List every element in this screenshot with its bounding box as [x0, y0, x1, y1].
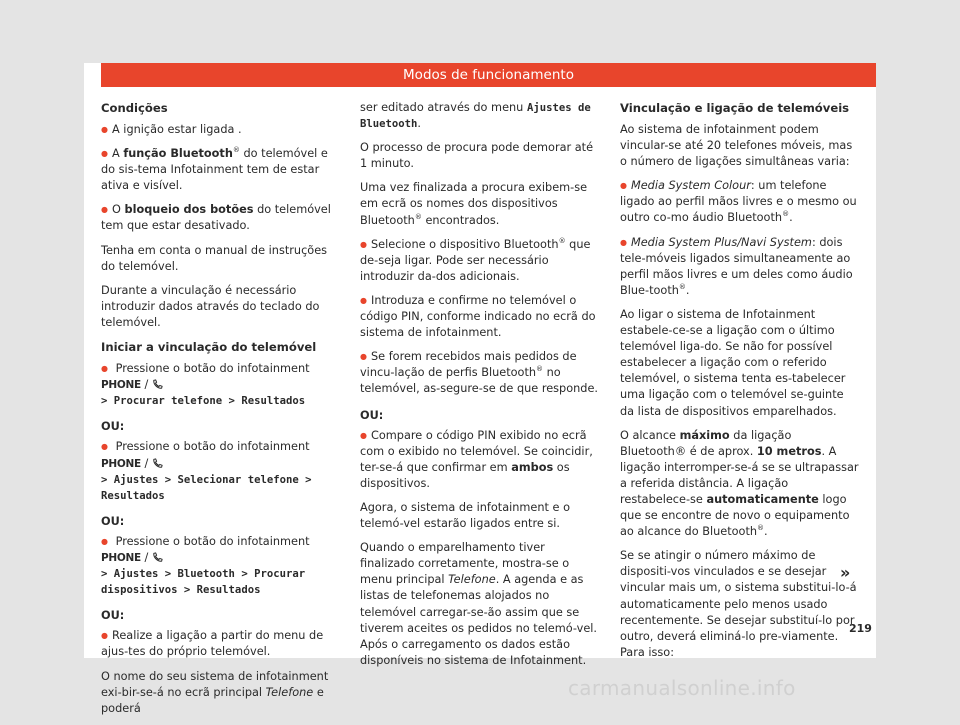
- bullet-compare-pin: ● Compare o código PIN exibido no ecrã com o exibido no telemóvel. Se coincidir, ter-se-á que confirmar em ambos os dispositivos.: [360, 428, 600, 492]
- or-label-3: OU:: [101, 609, 125, 623]
- section-title: Modos de funcionamento: [403, 67, 574, 83]
- menu-path-select: > Ajustes > Selecionar telefone > Resultados: [101, 473, 312, 502]
- paragraph-connected: Agora, o sistema de infotainment e o telemó-vel estarão ligados entre si.: [360, 500, 571, 531]
- paragraph-max-phones: Ao sistema de infotainment podem vincular-se até 20 telefones móveis, mas o número de ligações simultâneas varia:: [620, 123, 853, 169]
- column-right: [620, 100, 860, 669]
- or-label-4: OU:: [360, 408, 384, 422]
- paragraph-system-name: O nome do seu sistema de infotainment exi-bir-se-á no ecrã principal Telefone e poderá: [101, 669, 329, 715]
- heading-pairing-connection: Vinculação e ligação de telemóveis: [620, 101, 850, 115]
- phone-button-label: PHONE: [101, 379, 141, 392]
- continue-arrow-icon: »: [840, 563, 851, 582]
- column-left: [101, 100, 337, 725]
- section-header: [101, 63, 876, 87]
- paragraph-manual: Tenha em conta o manual de instruções do telemóvel.: [101, 243, 328, 273]
- phone-handset-icon: [152, 379, 163, 390]
- bullet-profile-requests: ● Se forem recebidos mais pedidos de vincu-lação de perfis Bluetooth® no telemóvel, as-segure-se de que responde.: [360, 349, 600, 397]
- heading-conditions: Condições: [101, 101, 168, 115]
- bullet-phone-menu: ● Realize a ligação a partir do menu de ajus-tes do próprio telemóvel.: [101, 628, 337, 660]
- paragraph-search-time: O processo de procura pode demorar até 1 minuto.: [360, 141, 594, 171]
- paragraph-pairing-finished: Quando o emparelhamento tiver finalizado corretamente, mostra-se o menu principal Telefone. A agenda e as listas de telefonemas alojados no telemóvel carregar-se-ão assim que se tiverem aceites os pedidos no telemó-vel. Após o carregamento os dados estão disponíveis no sistema de Infotainment.: [360, 541, 597, 667]
- or-label-2: OU:: [101, 514, 125, 528]
- bullet-bluetooth-function: ● A função Bluetooth® do telemóvel e do sis-tema Infotainment tem de estar ativa e visível.: [101, 146, 337, 194]
- bullet-pin-code: ● Introduza e confirme no telemóvel o código PIN, conforme indicado no ecrã do sistema de infotainment.: [360, 293, 600, 341]
- paragraph-edit-name: ser editado através do menu Ajustes de Bluetooth.: [360, 101, 591, 131]
- or-label-1: OU:: [101, 420, 125, 434]
- bullet-ignition: ● A ignição estar ligada .: [101, 122, 337, 138]
- menu-path-search: > Procurar telefone > Resultados: [101, 395, 306, 408]
- phone-button-label: PHONE: [101, 457, 141, 470]
- phone-handset-icon: [152, 552, 163, 563]
- paragraph-keyboard: Durante a vinculação é necessário introduzir dados através do teclado do telemóvel.: [101, 283, 320, 329]
- paragraph-max-devices: Se se atingir o número máximo de dispositi-vos vinculados e se desejar vincular mais um, o sistema substitui-lo-á automaticamente pelo menos usado recentemente. Se desejar substituí-lo por outro, deverá eliminá-lo pre-viamente. Para isso:: [620, 549, 857, 659]
- column-middle: [360, 100, 600, 677]
- phone-button-label: PHONE: [101, 551, 141, 564]
- step-search-phone: ● Pressione o botão do infotainment PHONE / > Procurar telefone > Resultados: [101, 361, 337, 409]
- phone-handset-icon: [152, 458, 163, 469]
- watermark: carmanualsonline.info: [568, 676, 796, 700]
- paragraph-last-phone: Ao ligar o sistema de Infotainment estabele-ce-se a ligação com o último telemóvel liga-do. Se não for possível estabelecer a ligação com o referido telemóvel, o sistema tenta es-tabelecer uma ligação com o telemóvel se-guinte da lista de dispositivos emparelhados.: [620, 307, 846, 418]
- step-search-devices: ● Pressione o botão do infotainment PHONE / > Ajustes > Bluetooth > Procurar dispositivos > Resultados: [101, 534, 337, 598]
- bullet-key-lock: ● O bloqueio dos botões do telemóvel tem que estar desativado.: [101, 202, 337, 234]
- bullet-media-system-colour: ● Media System Colour: um telefone ligado ao perfil mãos livres e o mesmo ou outro co-mo áudio Bluetooth®.: [620, 178, 860, 226]
- bullet-select-device: ● Selecione o dispositivo Bluetooth® que de-seja ligar. Pode ser necessário introduzir da-dos adicionais.: [360, 237, 600, 285]
- step-select-phone: ● Pressione o botão do infotainment PHONE / > Ajustes > Selecionar telefone > Resultados: [101, 439, 337, 503]
- heading-start-pairing: Iniciar a vinculação do telemóvel: [101, 340, 317, 355]
- bullet-media-system-plus: ● Media System Plus/Navi System: dois tele-móveis ligados simultaneamente ao perfil mãos livres e um deles como áudio Blue-tooth®.: [620, 235, 860, 299]
- paragraph-range: O alcance máximo da ligação Bluetooth® é de aprox. 10 metros. A ligação interromper-se-á se se ultrapassar a referida distância. A ligação restabelece-se automaticamente logo que se encontre de novo o equipamento ao alcance do Bluetooth®.: [620, 428, 859, 539]
- paragraph-search-results: Uma vez finalizada a procura exibem-se em ecrã os nomes dos dispositivos Bluetooth® encontrados.: [360, 181, 588, 227]
- page-number: 219: [849, 622, 872, 635]
- menu-path-bluetooth: > Ajustes > Bluetooth > Procurar dispositivos > Resultados: [101, 568, 306, 597]
